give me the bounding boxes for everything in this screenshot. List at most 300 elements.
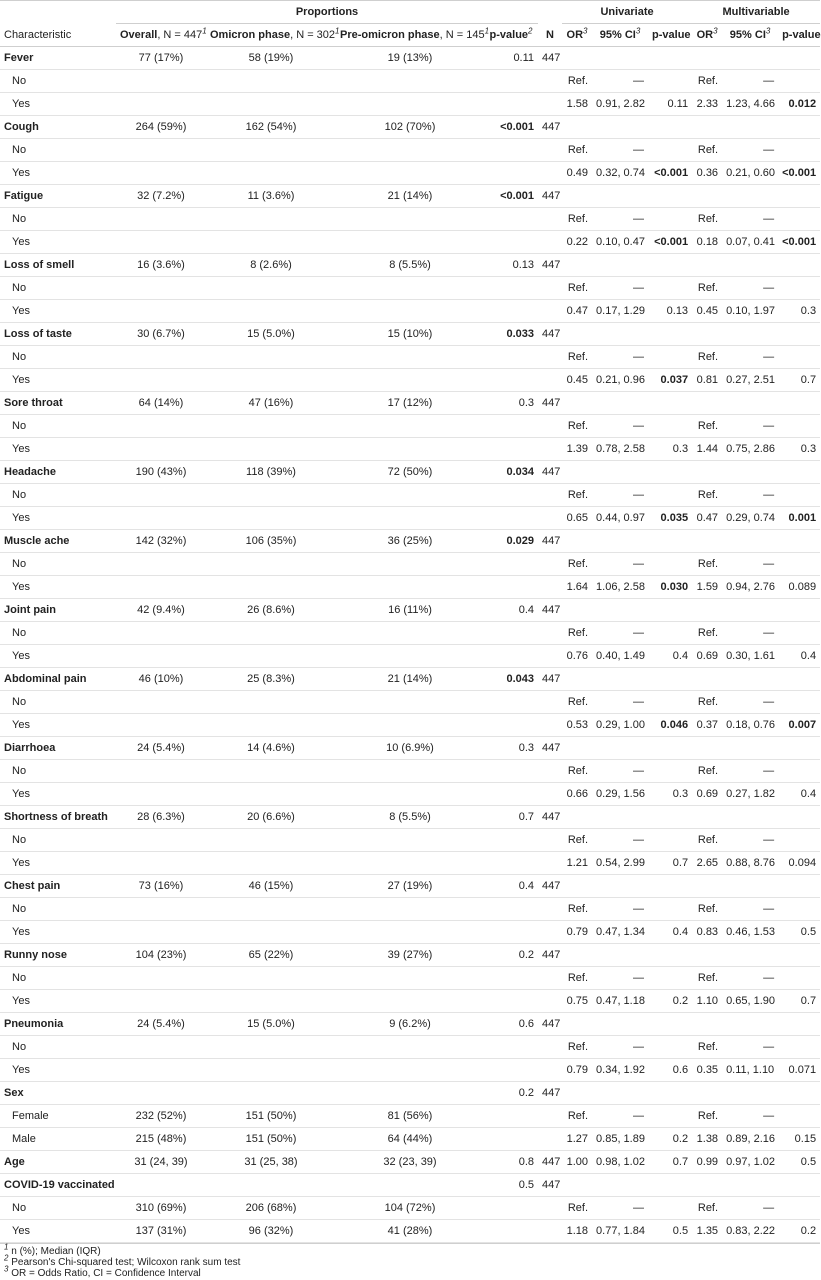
cell-univariate-p: 0.035 xyxy=(648,507,692,530)
cell-omicron: 151 (50%) xyxy=(206,1128,336,1151)
cell-multivariable-p xyxy=(778,392,820,415)
cell-characteristic: Yes xyxy=(0,714,116,737)
cell-univariate-ci: 0.78, 2.58 xyxy=(592,438,648,461)
cell-univariate-or xyxy=(562,875,592,898)
cell-multivariable-ci xyxy=(722,323,778,346)
cell-univariate-or: 1.18 xyxy=(562,1220,592,1243)
cell-omicron xyxy=(206,231,336,254)
cell-omicron xyxy=(206,484,336,507)
cell-univariate-ci: 0.40, 1.49 xyxy=(592,645,648,668)
cell-n xyxy=(538,622,562,645)
cell-multivariable-ci xyxy=(722,806,778,829)
cell-pre-omicron: 104 (72%) xyxy=(336,1197,484,1220)
cell-p-value xyxy=(484,346,538,369)
table-row-variable xyxy=(0,323,820,346)
cell-pre-omicron xyxy=(336,438,484,461)
cell-omicron xyxy=(206,346,336,369)
cell-univariate-ci: — xyxy=(592,1197,648,1220)
cell-p-value xyxy=(484,990,538,1013)
cell-overall xyxy=(116,507,206,530)
cell-univariate-p xyxy=(648,277,692,300)
cell-characteristic: No xyxy=(0,967,116,990)
cell-univariate-ci: 0.34, 1.92 xyxy=(592,1059,648,1082)
column-group-header-row xyxy=(0,1,820,24)
table-row-level xyxy=(0,1105,820,1128)
cell-characteristic: Sex xyxy=(0,1082,116,1105)
cell-overall: 104 (23%) xyxy=(116,944,206,967)
cell-n: 447 xyxy=(538,599,562,622)
cell-multivariable-p xyxy=(778,668,820,691)
cell-overall: 142 (32%) xyxy=(116,530,206,553)
cell-univariate-or: 0.75 xyxy=(562,990,592,1013)
cell-omicron xyxy=(206,1082,336,1105)
cell-p-value xyxy=(484,162,538,185)
cell-p-value xyxy=(484,921,538,944)
cell-multivariable-p xyxy=(778,254,820,277)
cell-univariate-or: 0.53 xyxy=(562,714,592,737)
cell-omicron: 25 (8.3%) xyxy=(206,668,336,691)
cell-characteristic: Muscle ache xyxy=(0,530,116,553)
cell-multivariable-p: 0.089 xyxy=(778,576,820,599)
cell-univariate-ci: 0.17, 1.29 xyxy=(592,300,648,323)
cell-multivariable-p: 0.5 xyxy=(778,921,820,944)
cell-n: 447 xyxy=(538,944,562,967)
cell-multivariable-or: Ref. xyxy=(692,1036,722,1059)
cell-overall xyxy=(116,346,206,369)
cell-multivariable-p: <0.001 xyxy=(778,231,820,254)
cell-p-value xyxy=(484,760,538,783)
cell-p-value xyxy=(484,208,538,231)
cell-multivariable-or: 0.69 xyxy=(692,645,722,668)
cell-multivariable-or xyxy=(692,737,722,760)
footnote-marker: 3 xyxy=(4,1264,9,1274)
col-p-value: p-value$^2$ xyxy=(484,24,538,47)
cell-multivariable-ci: — xyxy=(722,415,778,438)
cell-univariate-p xyxy=(648,254,692,277)
cell-omicron xyxy=(206,277,336,300)
cell-univariate-p xyxy=(648,1082,692,1105)
cell-univariate-or: 1.39 xyxy=(562,438,592,461)
cell-overall xyxy=(116,576,206,599)
cell-n xyxy=(538,1128,562,1151)
cell-multivariable-ci: 0.21, 0.60 xyxy=(722,162,778,185)
cell-multivariable-or: Ref. xyxy=(692,691,722,714)
cell-univariate-or: 1.64 xyxy=(562,576,592,599)
cell-multivariable-ci: 0.65, 1.90 xyxy=(722,990,778,1013)
cell-characteristic: No xyxy=(0,553,116,576)
cell-pre-omicron: 15 (10%) xyxy=(336,323,484,346)
cell-pre-omicron xyxy=(336,645,484,668)
table-row-level xyxy=(0,691,820,714)
cell-multivariable-p xyxy=(778,553,820,576)
cell-multivariable-p xyxy=(778,461,820,484)
cell-omicron xyxy=(206,714,336,737)
cell-omicron: 206 (68%) xyxy=(206,1197,336,1220)
cell-univariate-or: Ref. xyxy=(562,139,592,162)
cell-characteristic: Chest pain xyxy=(0,875,116,898)
cell-n xyxy=(538,300,562,323)
cell-omicron xyxy=(206,829,336,852)
cell-characteristic: Yes xyxy=(0,990,116,1013)
cell-pre-omicron xyxy=(336,622,484,645)
cell-multivariable-or xyxy=(692,530,722,553)
cell-multivariable-ci: — xyxy=(722,1105,778,1128)
cell-multivariable-or: 0.36 xyxy=(692,162,722,185)
cell-univariate-ci xyxy=(592,599,648,622)
cell-omicron: 15 (5.0%) xyxy=(206,1013,336,1036)
cell-pre-omicron xyxy=(336,967,484,990)
cell-omicron xyxy=(206,898,336,921)
cell-p-value xyxy=(484,139,538,162)
cell-p-value: <0.001 xyxy=(484,116,538,139)
cell-univariate-p: 0.4 xyxy=(648,921,692,944)
cell-multivariable-ci: — xyxy=(722,1036,778,1059)
cell-overall: 310 (69%) xyxy=(116,1197,206,1220)
table-row-level xyxy=(0,300,820,323)
cell-n xyxy=(538,1036,562,1059)
cell-n xyxy=(538,1105,562,1128)
cell-pre-omicron: 72 (50%) xyxy=(336,461,484,484)
group-proportions: Proportions xyxy=(116,1,538,24)
cell-p-value: 0.4 xyxy=(484,599,538,622)
cell-univariate-p: <0.001 xyxy=(648,162,692,185)
cell-characteristic: No xyxy=(0,346,116,369)
cell-multivariable-p xyxy=(778,760,820,783)
cell-overall xyxy=(116,139,206,162)
cell-n: 447 xyxy=(538,323,562,346)
cell-univariate-ci: 0.32, 0.74 xyxy=(592,162,648,185)
cell-pre-omicron: 9 (6.2%) xyxy=(336,1013,484,1036)
cell-n xyxy=(538,277,562,300)
cell-multivariable-p: 0.7 xyxy=(778,369,820,392)
cell-omicron: 8 (2.6%) xyxy=(206,254,336,277)
cell-characteristic: Abdominal pain xyxy=(0,668,116,691)
cell-p-value: 0.6 xyxy=(484,1013,538,1036)
cell-univariate-ci xyxy=(592,1174,648,1197)
group-univariate: Univariate xyxy=(562,1,692,24)
table-row-variable xyxy=(0,530,820,553)
cell-pre-omicron xyxy=(336,277,484,300)
cell-pre-omicron: 10 (6.9%) xyxy=(336,737,484,760)
cell-multivariable-p: 0.2 xyxy=(778,1220,820,1243)
table-footnotes xyxy=(0,1243,820,1279)
cell-multivariable-or: Ref. xyxy=(692,484,722,507)
cell-n xyxy=(538,208,562,231)
cell-pre-omicron xyxy=(336,300,484,323)
cell-multivariable-ci: — xyxy=(722,829,778,852)
cell-univariate-ci xyxy=(592,116,648,139)
cell-multivariable-or: 1.35 xyxy=(692,1220,722,1243)
cell-multivariable-or xyxy=(692,599,722,622)
cell-multivariable-ci: — xyxy=(722,277,778,300)
footnote-text: Pearson's Chi-squared test; Wilcoxon rank sum test xyxy=(8,1257,241,1268)
cell-multivariable-p xyxy=(778,1036,820,1059)
cell-pre-omicron xyxy=(336,852,484,875)
cell-overall xyxy=(116,852,206,875)
cell-overall xyxy=(116,1082,206,1105)
cell-omicron xyxy=(206,990,336,1013)
cell-multivariable-p xyxy=(778,185,820,208)
cell-univariate-or: 0.79 xyxy=(562,1059,592,1082)
cell-multivariable-p xyxy=(778,691,820,714)
cell-univariate-or xyxy=(562,737,592,760)
cell-multivariable-ci: — xyxy=(722,622,778,645)
cell-overall: 31 (24, 39) xyxy=(116,1151,206,1174)
cell-p-value xyxy=(484,714,538,737)
cell-multivariable-ci: 0.75, 2.86 xyxy=(722,438,778,461)
table-row-variable xyxy=(0,392,820,415)
cell-n xyxy=(538,415,562,438)
cell-p-value xyxy=(484,1128,538,1151)
cell-omicron: 31 (25, 38) xyxy=(206,1151,336,1174)
cell-omicron: 151 (50%) xyxy=(206,1105,336,1128)
cell-n: 447 xyxy=(538,47,562,70)
table-row-variable xyxy=(0,668,820,691)
cell-univariate-p: 0.3 xyxy=(648,783,692,806)
cell-multivariable-ci: — xyxy=(722,484,778,507)
cell-n: 447 xyxy=(538,1174,562,1197)
cell-univariate-ci: 0.44, 0.97 xyxy=(592,507,648,530)
table-row-variable xyxy=(0,806,820,829)
cell-p-value xyxy=(484,852,538,875)
cell-univariate-or: 0.22 xyxy=(562,231,592,254)
cell-univariate-ci: — xyxy=(592,691,648,714)
cell-multivariable-or: 0.45 xyxy=(692,300,722,323)
cell-omicron xyxy=(206,1059,336,1082)
cell-univariate-or xyxy=(562,1013,592,1036)
col-multivariable-ci: 95% $CI^3$ xyxy=(722,24,778,47)
cell-univariate-or: Ref. xyxy=(562,484,592,507)
cell-pre-omicron: 64 (44%) xyxy=(336,1128,484,1151)
cell-overall xyxy=(116,967,206,990)
cell-omicron: 15 (5.0%) xyxy=(206,323,336,346)
table-row-variable xyxy=(0,1013,820,1036)
cell-univariate-or: 0.45 xyxy=(562,369,592,392)
cell-characteristic: Yes xyxy=(0,231,116,254)
table-row-level xyxy=(0,415,820,438)
cell-overall xyxy=(116,162,206,185)
cell-pre-omicron: 21 (14%) xyxy=(336,668,484,691)
cell-pre-omicron: 27 (19%) xyxy=(336,875,484,898)
cell-multivariable-p xyxy=(778,1105,820,1128)
cell-multivariable-or: 0.81 xyxy=(692,369,722,392)
cell-characteristic: No xyxy=(0,277,116,300)
cell-omicron: 96 (32%) xyxy=(206,1220,336,1243)
cell-multivariable-or: 0.37 xyxy=(692,714,722,737)
cell-characteristic: Pneumonia xyxy=(0,1013,116,1036)
cell-omicron: 46 (15%) xyxy=(206,875,336,898)
cell-multivariable-ci xyxy=(722,461,778,484)
cell-univariate-p xyxy=(648,70,692,93)
cell-multivariable-ci: — xyxy=(722,208,778,231)
cell-omicron xyxy=(206,415,336,438)
col-omicron: Omicron phase, $N = 302^1$ xyxy=(206,24,336,47)
cell-univariate-p: <0.001 xyxy=(648,231,692,254)
cell-univariate-ci: 0.77, 1.84 xyxy=(592,1220,648,1243)
cell-characteristic: Yes xyxy=(0,300,116,323)
cell-pre-omicron: 17 (12%) xyxy=(336,392,484,415)
cell-p-value xyxy=(484,1059,538,1082)
cell-multivariable-ci: 0.11, 1.10 xyxy=(722,1059,778,1082)
cell-multivariable-or: Ref. xyxy=(692,346,722,369)
cell-univariate-p xyxy=(648,392,692,415)
cell-n xyxy=(538,93,562,116)
table-row-level xyxy=(0,1059,820,1082)
cell-multivariable-p: 0.094 xyxy=(778,852,820,875)
cell-univariate-ci: 0.85, 1.89 xyxy=(592,1128,648,1151)
cell-p-value xyxy=(484,369,538,392)
cell-omicron: 118 (39%) xyxy=(206,461,336,484)
cell-p-value: <0.001 xyxy=(484,185,538,208)
cell-characteristic: Yes xyxy=(0,783,116,806)
cell-characteristic: No xyxy=(0,898,116,921)
cell-n xyxy=(538,162,562,185)
cell-characteristic: No xyxy=(0,1197,116,1220)
cell-pre-omicron: 81 (56%) xyxy=(336,1105,484,1128)
cell-multivariable-ci: — xyxy=(722,760,778,783)
table-row-level xyxy=(0,829,820,852)
cell-univariate-p: 0.7 xyxy=(648,1151,692,1174)
cell-multivariable-p: 0.5 xyxy=(778,1151,820,1174)
cell-multivariable-ci: 0.30, 1.61 xyxy=(722,645,778,668)
cell-overall xyxy=(116,553,206,576)
cell-p-value xyxy=(484,967,538,990)
cell-multivariable-ci xyxy=(722,392,778,415)
cell-characteristic: Cough xyxy=(0,116,116,139)
cell-multivariable-p xyxy=(778,622,820,645)
cell-characteristic: Sore throat xyxy=(0,392,116,415)
cell-univariate-p xyxy=(648,1036,692,1059)
cell-multivariable-ci: 0.89, 2.16 xyxy=(722,1128,778,1151)
cell-overall xyxy=(116,208,206,231)
cell-multivariable-ci: — xyxy=(722,1197,778,1220)
cell-characteristic: No xyxy=(0,208,116,231)
cell-multivariable-ci: — xyxy=(722,898,778,921)
cell-characteristic: Fever xyxy=(0,47,116,70)
cell-univariate-ci xyxy=(592,668,648,691)
cell-n: 447 xyxy=(538,1082,562,1105)
cell-omicron: 65 (22%) xyxy=(206,944,336,967)
cell-multivariable-or: 0.47 xyxy=(692,507,722,530)
cell-multivariable-p xyxy=(778,1197,820,1220)
cell-overall: 77 (17%) xyxy=(116,47,206,70)
col-univariate-ci: 95% $CI^3$ xyxy=(592,24,648,47)
cell-p-value: 0.7 xyxy=(484,806,538,829)
cell-multivariable-ci: 0.97, 1.02 xyxy=(722,1151,778,1174)
cell-overall: 46 (10%) xyxy=(116,668,206,691)
cell-pre-omicron xyxy=(336,783,484,806)
table-row-level xyxy=(0,346,820,369)
cell-univariate-or xyxy=(562,1082,592,1105)
cell-multivariable-ci xyxy=(722,737,778,760)
cell-overall xyxy=(116,93,206,116)
cell-characteristic: Yes xyxy=(0,921,116,944)
cell-overall xyxy=(116,438,206,461)
table-row-level xyxy=(0,70,820,93)
table-row-level xyxy=(0,553,820,576)
cell-univariate-ci: — xyxy=(592,208,648,231)
cell-characteristic: Fatigue xyxy=(0,185,116,208)
cell-multivariable-or xyxy=(692,875,722,898)
cell-overall xyxy=(116,70,206,93)
cell-univariate-ci xyxy=(592,323,648,346)
cell-univariate-p xyxy=(648,208,692,231)
cell-multivariable-p xyxy=(778,1082,820,1105)
cell-multivariable-ci: 0.83, 2.22 xyxy=(722,1220,778,1243)
cell-multivariable-or: 2.33 xyxy=(692,93,722,116)
cell-univariate-or xyxy=(562,944,592,967)
table-row-level xyxy=(0,139,820,162)
cell-n xyxy=(538,484,562,507)
cell-multivariable-p xyxy=(778,967,820,990)
cell-multivariable-p: 0.3 xyxy=(778,438,820,461)
footnote-text: n (%); Median (IQR) xyxy=(8,1246,101,1257)
table-row-level xyxy=(0,990,820,1013)
cell-pre-omicron xyxy=(336,691,484,714)
cell-multivariable-or: Ref. xyxy=(692,70,722,93)
cell-overall: 16 (3.6%) xyxy=(116,254,206,277)
cell-p-value xyxy=(484,1197,538,1220)
cell-univariate-ci xyxy=(592,875,648,898)
cell-univariate-or: 0.47 xyxy=(562,300,592,323)
cell-omicron xyxy=(206,139,336,162)
cell-multivariable-ci xyxy=(722,47,778,70)
cell-characteristic: Yes xyxy=(0,162,116,185)
cell-p-value xyxy=(484,622,538,645)
cell-univariate-or: Ref. xyxy=(562,208,592,231)
cell-n xyxy=(538,1197,562,1220)
cell-univariate-p xyxy=(648,1197,692,1220)
cell-n: 447 xyxy=(538,185,562,208)
cell-omicron xyxy=(206,93,336,116)
cell-multivariable-or xyxy=(692,116,722,139)
cell-multivariable-ci xyxy=(722,599,778,622)
cell-multivariable-ci xyxy=(722,1013,778,1036)
cell-univariate-or: 0.65 xyxy=(562,507,592,530)
cell-pre-omicron xyxy=(336,1082,484,1105)
cell-pre-omicron xyxy=(336,415,484,438)
cell-p-value xyxy=(484,1036,538,1059)
cell-multivariable-ci: — xyxy=(722,346,778,369)
cell-multivariable-or xyxy=(692,668,722,691)
cell-multivariable-ci: 0.88, 8.76 xyxy=(722,852,778,875)
cell-multivariable-or: 1.59 xyxy=(692,576,722,599)
table-row-variable xyxy=(0,599,820,622)
cell-characteristic: No xyxy=(0,139,116,162)
cell-overall: 28 (6.3%) xyxy=(116,806,206,829)
cell-overall xyxy=(116,622,206,645)
cell-overall: 232 (52%) xyxy=(116,1105,206,1128)
cell-univariate-p xyxy=(648,185,692,208)
cell-univariate-p: 0.3 xyxy=(648,438,692,461)
cell-univariate-or: Ref. xyxy=(562,1197,592,1220)
cell-univariate-p xyxy=(648,829,692,852)
cell-multivariable-ci: 0.18, 0.76 xyxy=(722,714,778,737)
cell-n: 447 xyxy=(538,461,562,484)
cell-characteristic: Yes xyxy=(0,645,116,668)
col-pre-omicron: Pre-omicron phase, $N = 145^1$ xyxy=(336,24,484,47)
cell-n xyxy=(538,1059,562,1082)
cell-multivariable-ci xyxy=(722,185,778,208)
cell-overall xyxy=(116,760,206,783)
cell-multivariable-or: 2.65 xyxy=(692,852,722,875)
cell-pre-omicron xyxy=(336,1174,484,1197)
cell-multivariable-ci xyxy=(722,668,778,691)
footnote-marker: 2 xyxy=(4,1253,9,1263)
cell-multivariable-ci: 0.94, 2.76 xyxy=(722,576,778,599)
column-header-row xyxy=(0,24,820,47)
cell-n: 447 xyxy=(538,875,562,898)
